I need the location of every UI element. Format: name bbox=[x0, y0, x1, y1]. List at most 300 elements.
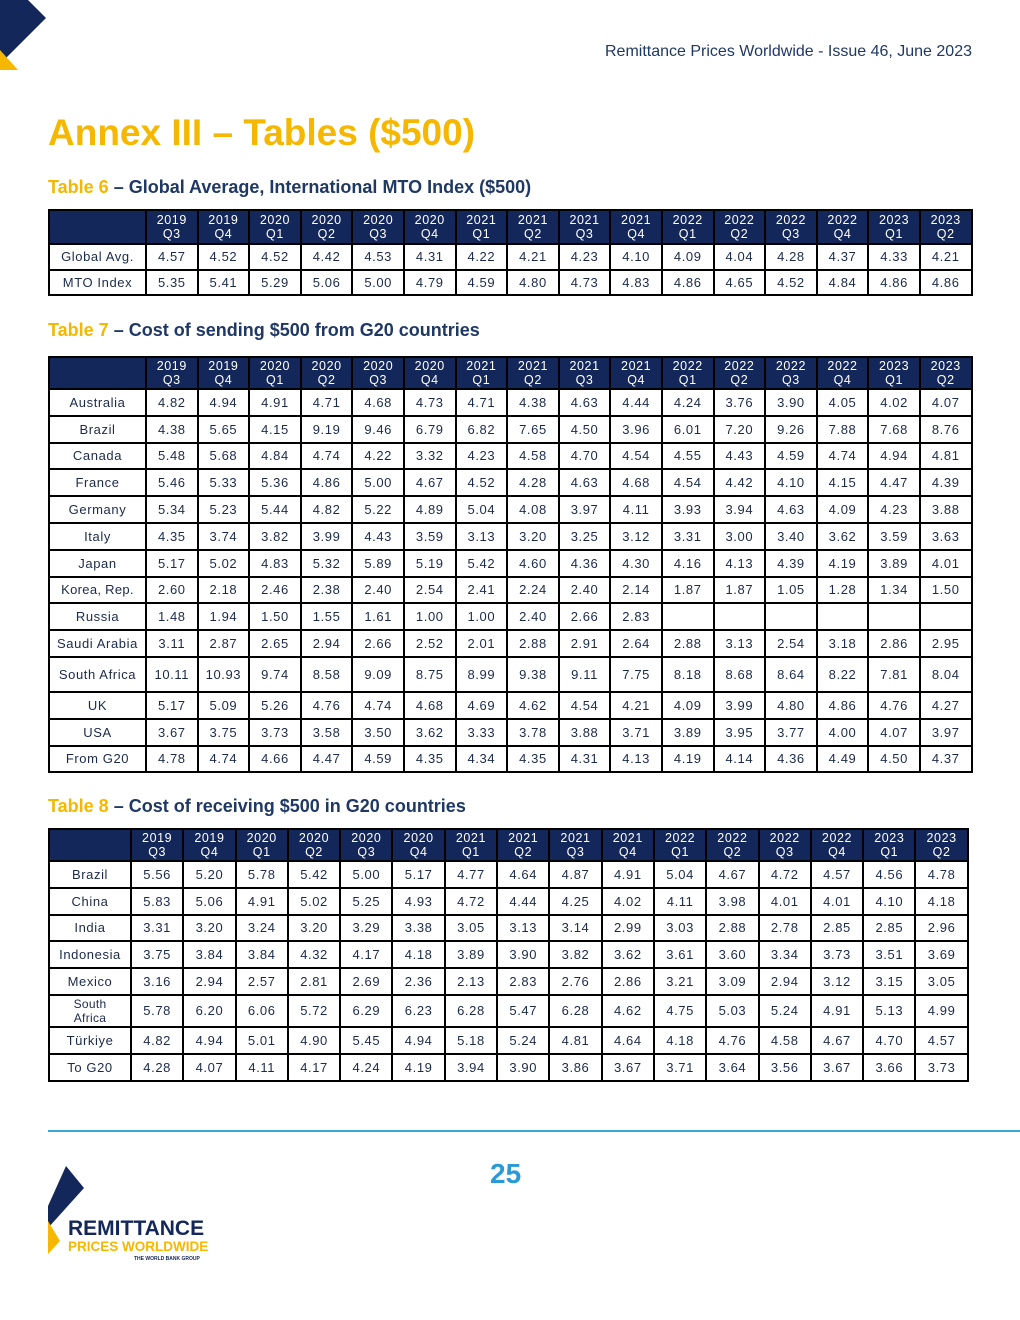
row-label: Türkiye bbox=[49, 1027, 131, 1054]
table-cell: 2.18 bbox=[198, 577, 250, 604]
column-header bbox=[662, 357, 714, 389]
table-cell: 4.90 bbox=[288, 1027, 340, 1054]
table-cell: 4.55 bbox=[662, 443, 714, 470]
table-cell: 4.23 bbox=[559, 244, 611, 270]
table-cell: 3.60 bbox=[706, 941, 758, 968]
table-cell: 5.00 bbox=[352, 270, 404, 296]
table-cell: 4.18 bbox=[654, 1027, 706, 1054]
table-cell: 3.76 bbox=[714, 389, 766, 416]
table-cell: 6.23 bbox=[392, 995, 444, 1027]
table-cell: 4.00 bbox=[817, 719, 869, 746]
table-cell: 4.53 bbox=[352, 244, 404, 270]
table-cell: 4.71 bbox=[456, 389, 508, 416]
table-cell: 3.34 bbox=[759, 941, 811, 968]
column-year: 2023 bbox=[926, 831, 957, 845]
table-cell: 4.73 bbox=[404, 389, 456, 416]
table-cell: 4.81 bbox=[920, 443, 972, 470]
column-quarter: Q4 bbox=[409, 845, 428, 859]
table-cell: 5.56 bbox=[131, 861, 183, 888]
header-row bbox=[49, 829, 968, 861]
column-quarter: Q2 bbox=[936, 373, 955, 387]
table-cell: 2.54 bbox=[765, 630, 817, 657]
header-row bbox=[49, 357, 972, 389]
table-cell: 4.78 bbox=[146, 746, 198, 773]
table-cell: 4.63 bbox=[559, 389, 611, 416]
table-cell: 4.17 bbox=[340, 941, 392, 968]
table-cell: 4.28 bbox=[507, 469, 559, 496]
table-cell: 9.19 bbox=[301, 416, 353, 443]
column-header bbox=[868, 357, 920, 389]
row-label: Germany bbox=[49, 496, 146, 523]
table-cell: 4.57 bbox=[915, 1027, 967, 1054]
column-quarter: Q2 bbox=[524, 373, 542, 387]
column-header bbox=[654, 829, 706, 861]
table-cell bbox=[714, 603, 766, 630]
column-year: 2020 bbox=[311, 359, 342, 373]
table-cell: 5.72 bbox=[288, 995, 340, 1027]
table-cell: 4.70 bbox=[559, 443, 611, 470]
table-cell: 4.07 bbox=[920, 389, 972, 416]
table-cell: 3.59 bbox=[404, 523, 456, 550]
row-label: Global Avg. bbox=[49, 244, 146, 270]
table-cell: 2.95 bbox=[920, 630, 972, 657]
table-cell: 4.31 bbox=[559, 746, 611, 773]
column-header bbox=[765, 357, 817, 389]
table-cell: 4.27 bbox=[920, 692, 972, 719]
table-cell: 3.20 bbox=[288, 915, 340, 942]
column-header bbox=[765, 210, 817, 244]
column-year: 2020 bbox=[259, 359, 291, 373]
column-header bbox=[146, 210, 198, 244]
table-cell: 2.88 bbox=[662, 630, 714, 657]
column-header bbox=[352, 210, 404, 244]
column-header bbox=[714, 210, 766, 244]
logo-line3: THE WORLD BANK GROUP bbox=[134, 1256, 200, 1262]
column-year: 2020 bbox=[351, 831, 382, 845]
table-cell bbox=[765, 603, 817, 630]
table-cell: 4.34 bbox=[456, 746, 508, 773]
table-cell: 5.47 bbox=[497, 995, 549, 1027]
table-cell: 3.40 bbox=[765, 523, 817, 550]
table-cell: 2.41 bbox=[456, 577, 508, 604]
column-header bbox=[759, 829, 811, 861]
table-cell: 4.67 bbox=[811, 1027, 863, 1054]
column-quarter: Q3 bbox=[575, 227, 594, 241]
table-row bbox=[49, 523, 972, 550]
column-year: 2020 bbox=[414, 359, 445, 373]
table-cell: 3.84 bbox=[183, 941, 235, 968]
table-cell: 3.75 bbox=[131, 941, 183, 968]
table-cell: 4.47 bbox=[868, 469, 920, 496]
row-label: UK bbox=[49, 692, 146, 719]
table-cell: 4.58 bbox=[507, 443, 559, 470]
column-year: 2022 bbox=[821, 831, 853, 845]
table-cell: 3.67 bbox=[602, 1054, 654, 1081]
table-cell: 4.54 bbox=[610, 443, 662, 470]
column-header bbox=[445, 829, 497, 861]
table-cell: 4.69 bbox=[456, 692, 508, 719]
table-cell: 5.17 bbox=[146, 692, 198, 719]
column-header bbox=[817, 357, 869, 389]
column-year: 2023 bbox=[930, 359, 961, 373]
column-quarter: Q4 bbox=[618, 845, 637, 859]
table-cell: 4.57 bbox=[811, 861, 863, 888]
table-cell: 8.18 bbox=[662, 657, 714, 692]
table-cell: 5.65 bbox=[198, 416, 250, 443]
column-year: 2022 bbox=[827, 213, 858, 227]
table-cell: 2.40 bbox=[352, 577, 404, 604]
row-label: Saudi Arabia bbox=[49, 630, 146, 657]
table-cell: 3.50 bbox=[352, 719, 404, 746]
row-label: South Africa bbox=[49, 657, 146, 692]
table-cell: 4.94 bbox=[183, 1027, 235, 1054]
table-cell: 4.21 bbox=[610, 692, 662, 719]
table-cell: 3.09 bbox=[706, 968, 758, 995]
table-cell: 4.08 bbox=[507, 496, 559, 523]
table-cell: 4.38 bbox=[146, 416, 198, 443]
table-cell: 2.78 bbox=[759, 915, 811, 942]
table-cell: 4.42 bbox=[714, 469, 766, 496]
column-quarter: Q3 bbox=[148, 845, 167, 859]
table-cell: 9.11 bbox=[559, 657, 611, 692]
table-cell: 5.26 bbox=[249, 692, 301, 719]
table-cell: 3.82 bbox=[549, 941, 601, 968]
table-cell: 9.09 bbox=[352, 657, 404, 692]
column-header bbox=[146, 357, 198, 389]
table-cell: 3.56 bbox=[759, 1054, 811, 1081]
table-cell: 5.17 bbox=[392, 861, 444, 888]
column-header bbox=[497, 829, 549, 861]
table-cell: 4.13 bbox=[610, 746, 662, 773]
table-row bbox=[49, 270, 972, 296]
table-cell: 8.99 bbox=[456, 657, 508, 692]
table-cell: 3.69 bbox=[915, 941, 967, 968]
column-quarter: Q1 bbox=[678, 373, 697, 387]
column-year: 2022 bbox=[775, 359, 807, 373]
table-cell: 2.36 bbox=[392, 968, 444, 995]
table-cell: 2.88 bbox=[706, 915, 758, 942]
table-cell: 3.99 bbox=[301, 523, 353, 550]
table-cell: 4.10 bbox=[610, 244, 662, 270]
table-cell: 3.67 bbox=[811, 1054, 863, 1081]
table-cell: 4.60 bbox=[507, 550, 559, 577]
column-header bbox=[817, 210, 869, 244]
table-cell: 3.73 bbox=[249, 719, 301, 746]
table-cell: 2.83 bbox=[610, 603, 662, 630]
column-year: 2020 bbox=[311, 213, 342, 227]
table-cell: 4.07 bbox=[183, 1054, 235, 1081]
column-quarter: Q3 bbox=[369, 227, 388, 241]
table-cell: 1.87 bbox=[714, 577, 766, 604]
table-cell: 4.02 bbox=[602, 888, 654, 915]
table-cell: 4.76 bbox=[706, 1027, 758, 1054]
table-row bbox=[49, 443, 972, 470]
table6-label: Table 6 bbox=[48, 177, 109, 197]
table-cell: 4.28 bbox=[131, 1054, 183, 1081]
column-year: 2023 bbox=[874, 831, 905, 845]
table-cell: 6.29 bbox=[340, 995, 392, 1027]
column-quarter: Q2 bbox=[317, 373, 336, 387]
table-cell: 5.04 bbox=[654, 861, 706, 888]
table-cell: 5.41 bbox=[198, 270, 250, 296]
table-cell: 4.64 bbox=[497, 861, 549, 888]
table-cell: 3.16 bbox=[131, 968, 183, 995]
table-cell: 4.09 bbox=[817, 496, 869, 523]
column-quarter: Q2 bbox=[305, 845, 323, 859]
table-cell: 4.74 bbox=[352, 692, 404, 719]
table-cell: 3.14 bbox=[549, 915, 601, 942]
table-cell: 5.09 bbox=[198, 692, 250, 719]
table8-caption-text: – Cost of receiving $500 in G20 countries bbox=[108, 796, 466, 816]
table-cell: 5.02 bbox=[198, 550, 250, 577]
table-cell: 9.46 bbox=[352, 416, 404, 443]
table-cell: 2.76 bbox=[549, 968, 601, 995]
table-cell: 4.52 bbox=[198, 244, 250, 270]
table-cell: 8.68 bbox=[714, 657, 766, 692]
table-cell: 1.61 bbox=[352, 603, 404, 630]
table-cell: 4.24 bbox=[340, 1054, 392, 1081]
column-quarter: Q1 bbox=[266, 227, 284, 241]
column-header bbox=[662, 210, 714, 244]
table-cell: 4.30 bbox=[610, 550, 662, 577]
table-cell: 4.05 bbox=[817, 389, 869, 416]
table-cell: 4.83 bbox=[249, 550, 301, 577]
footer-rule bbox=[48, 1130, 1020, 1132]
table-cell: 4.54 bbox=[559, 692, 611, 719]
table-cell: 4.86 bbox=[301, 469, 353, 496]
table-cell: 5.06 bbox=[301, 270, 353, 296]
table-cell: 4.59 bbox=[765, 443, 817, 470]
header-corner bbox=[49, 210, 146, 244]
table-cell: 4.71 bbox=[301, 389, 353, 416]
table-cell: 3.31 bbox=[662, 523, 714, 550]
column-quarter: Q1 bbox=[252, 845, 271, 859]
table-cell: 4.19 bbox=[392, 1054, 444, 1081]
table-cell: 3.15 bbox=[863, 968, 915, 995]
column-header bbox=[559, 357, 611, 389]
table-cell: 7.65 bbox=[507, 416, 559, 443]
table-cell: 2.66 bbox=[352, 630, 404, 657]
column-header bbox=[301, 357, 353, 389]
table-cell: 4.67 bbox=[706, 861, 758, 888]
row-label: Brazil bbox=[49, 416, 146, 443]
table-row bbox=[49, 1054, 968, 1081]
table-cell: 5.02 bbox=[288, 888, 340, 915]
column-header bbox=[915, 829, 967, 861]
row-label: USA bbox=[49, 719, 146, 746]
column-quarter: Q4 bbox=[627, 227, 646, 241]
table-cell: 1.50 bbox=[920, 577, 972, 604]
table-cell: 3.73 bbox=[915, 1054, 967, 1081]
table-cell: 4.47 bbox=[301, 746, 353, 773]
table-cell: 3.89 bbox=[662, 719, 714, 746]
table-cell: 4.17 bbox=[288, 1054, 340, 1081]
table-cell: 3.86 bbox=[549, 1054, 601, 1081]
column-quarter: Q3 bbox=[575, 373, 594, 387]
table-cell: 4.83 bbox=[610, 270, 662, 296]
table-cell: 4.35 bbox=[146, 523, 198, 550]
table-cell bbox=[868, 603, 920, 630]
row-label: Canada bbox=[49, 443, 146, 470]
column-year: 2019 bbox=[156, 359, 187, 373]
table-cell: 4.78 bbox=[915, 861, 967, 888]
table-cell: 3.05 bbox=[915, 968, 967, 995]
table-cell: 3.18 bbox=[817, 630, 869, 657]
table-cell: 4.32 bbox=[288, 941, 340, 968]
table-cell: 5.29 bbox=[249, 270, 301, 296]
table-cell: 2.46 bbox=[249, 577, 301, 604]
table-cell: 6.79 bbox=[404, 416, 456, 443]
table-cell: 3.89 bbox=[868, 550, 920, 577]
column-header bbox=[456, 357, 508, 389]
table-row bbox=[49, 550, 972, 577]
row-label: MTO Index bbox=[49, 270, 146, 296]
column-year: 2019 bbox=[142, 831, 173, 845]
column-year: 2022 bbox=[724, 213, 755, 227]
column-year: 2020 bbox=[363, 359, 394, 373]
column-quarter: Q1 bbox=[472, 373, 491, 387]
column-year: 2019 bbox=[194, 831, 225, 845]
column-quarter: Q3 bbox=[775, 845, 794, 859]
column-quarter: Q1 bbox=[880, 845, 899, 859]
column-quarter: Q2 bbox=[936, 227, 955, 241]
table-cell: 8.64 bbox=[765, 657, 817, 692]
column-year: 2020 bbox=[414, 213, 445, 227]
column-year: 2021 bbox=[455, 831, 487, 845]
table-cell: 5.46 bbox=[146, 469, 198, 496]
table-cell: 4.54 bbox=[662, 469, 714, 496]
table-cell: 3.13 bbox=[456, 523, 508, 550]
table-row bbox=[49, 719, 972, 746]
table-cell: 4.86 bbox=[662, 270, 714, 296]
table-cell: 4.72 bbox=[759, 861, 811, 888]
table-cell: 4.39 bbox=[920, 469, 972, 496]
table-cell: 9.26 bbox=[765, 416, 817, 443]
table-cell: 4.56 bbox=[863, 861, 915, 888]
table-cell: 4.82 bbox=[301, 496, 353, 523]
table-cell: 4.91 bbox=[236, 888, 288, 915]
table8-caption bbox=[48, 796, 466, 817]
table-cell: 4.14 bbox=[714, 746, 766, 773]
table-cell: 4.63 bbox=[559, 469, 611, 496]
table-cell: 5.00 bbox=[340, 861, 392, 888]
row-label: Australia bbox=[49, 389, 146, 416]
table-cell: 3.90 bbox=[765, 389, 817, 416]
column-header bbox=[610, 357, 662, 389]
table-row bbox=[49, 746, 972, 773]
table-cell: 4.36 bbox=[559, 550, 611, 577]
table-cell: 3.31 bbox=[131, 915, 183, 942]
table-cell: 5.78 bbox=[236, 861, 288, 888]
row-label: China bbox=[49, 888, 131, 915]
table-row bbox=[49, 941, 968, 968]
header-title: Remittance Prices Worldwide - Issue 46, June 2023 bbox=[605, 43, 972, 60]
table6-caption bbox=[48, 177, 531, 198]
column-header bbox=[249, 210, 301, 244]
column-year: 2022 bbox=[827, 359, 858, 373]
table-row bbox=[49, 915, 968, 942]
table-row bbox=[49, 888, 968, 915]
logo-line2: PRICES WORLDWIDE bbox=[68, 1239, 209, 1254]
table-cell: 5.22 bbox=[352, 496, 404, 523]
table-cell: 8.76 bbox=[920, 416, 972, 443]
column-header bbox=[288, 829, 340, 861]
table-cell: 3.93 bbox=[662, 496, 714, 523]
table-cell: 4.15 bbox=[817, 469, 869, 496]
column-year: 2022 bbox=[717, 831, 748, 845]
table7-caption-text: – Cost of sending $500 from G20 countries bbox=[108, 320, 480, 340]
table-cell: 4.23 bbox=[868, 496, 920, 523]
table-cell: 5.00 bbox=[352, 469, 404, 496]
page-title: Annex III – Tables ($500) bbox=[48, 112, 476, 153]
table-cell: 4.11 bbox=[236, 1054, 288, 1081]
column-header bbox=[706, 829, 758, 861]
table-cell: 3.94 bbox=[445, 1054, 497, 1081]
table-cell: 9.38 bbox=[507, 657, 559, 692]
column-header bbox=[198, 357, 250, 389]
table-cell: 4.52 bbox=[456, 469, 508, 496]
table-cell: 7.20 bbox=[714, 416, 766, 443]
table-cell: 2.69 bbox=[340, 968, 392, 995]
column-header bbox=[456, 210, 508, 244]
table-cell: 4.43 bbox=[714, 443, 766, 470]
column-year: 2021 bbox=[466, 359, 497, 373]
column-quarter: Q3 bbox=[781, 227, 800, 241]
row-label: France bbox=[49, 469, 146, 496]
column-quarter: Q3 bbox=[566, 845, 585, 859]
column-quarter: Q4 bbox=[214, 227, 233, 241]
table-cell: 4.73 bbox=[559, 270, 611, 296]
column-header bbox=[183, 829, 235, 861]
table-cell: 4.81 bbox=[549, 1027, 601, 1054]
table-cell: 4.57 bbox=[146, 244, 198, 270]
column-header bbox=[863, 829, 915, 861]
table-cell: 4.91 bbox=[602, 861, 654, 888]
table-cell: 4.42 bbox=[301, 244, 353, 270]
table-cell: 5.42 bbox=[456, 550, 508, 577]
table-cell: 7.68 bbox=[868, 416, 920, 443]
table-cell: 5.13 bbox=[863, 995, 915, 1027]
column-year: 2022 bbox=[665, 831, 696, 845]
table-cell: 5.42 bbox=[288, 861, 340, 888]
table-cell: 2.87 bbox=[198, 630, 250, 657]
table-cell: 1.00 bbox=[456, 603, 508, 630]
column-year: 2021 bbox=[560, 831, 591, 845]
table-cell: 3.88 bbox=[920, 496, 972, 523]
table-cell: 4.52 bbox=[249, 244, 301, 270]
table-cell: 5.32 bbox=[301, 550, 353, 577]
column-header bbox=[610, 210, 662, 244]
table-cell: 4.65 bbox=[714, 270, 766, 296]
column-header bbox=[404, 210, 456, 244]
table-cell: 3.62 bbox=[817, 523, 869, 550]
table-cell: 5.06 bbox=[183, 888, 235, 915]
table-cell: 5.24 bbox=[497, 1027, 549, 1054]
column-quarter: Q2 bbox=[524, 227, 542, 241]
row-label: From G20 bbox=[49, 746, 146, 773]
column-year: 2019 bbox=[208, 359, 239, 373]
table-cell bbox=[662, 603, 714, 630]
column-header bbox=[249, 357, 301, 389]
table-cell: 4.82 bbox=[131, 1027, 183, 1054]
row-label: Korea, Rep. bbox=[49, 577, 146, 604]
table-cell: 3.94 bbox=[714, 496, 766, 523]
table-cell: 4.75 bbox=[654, 995, 706, 1027]
table-row bbox=[49, 995, 968, 1027]
table-cell: 2.94 bbox=[759, 968, 811, 995]
table-cell: 4.62 bbox=[602, 995, 654, 1027]
column-quarter: Q3 bbox=[162, 227, 181, 241]
